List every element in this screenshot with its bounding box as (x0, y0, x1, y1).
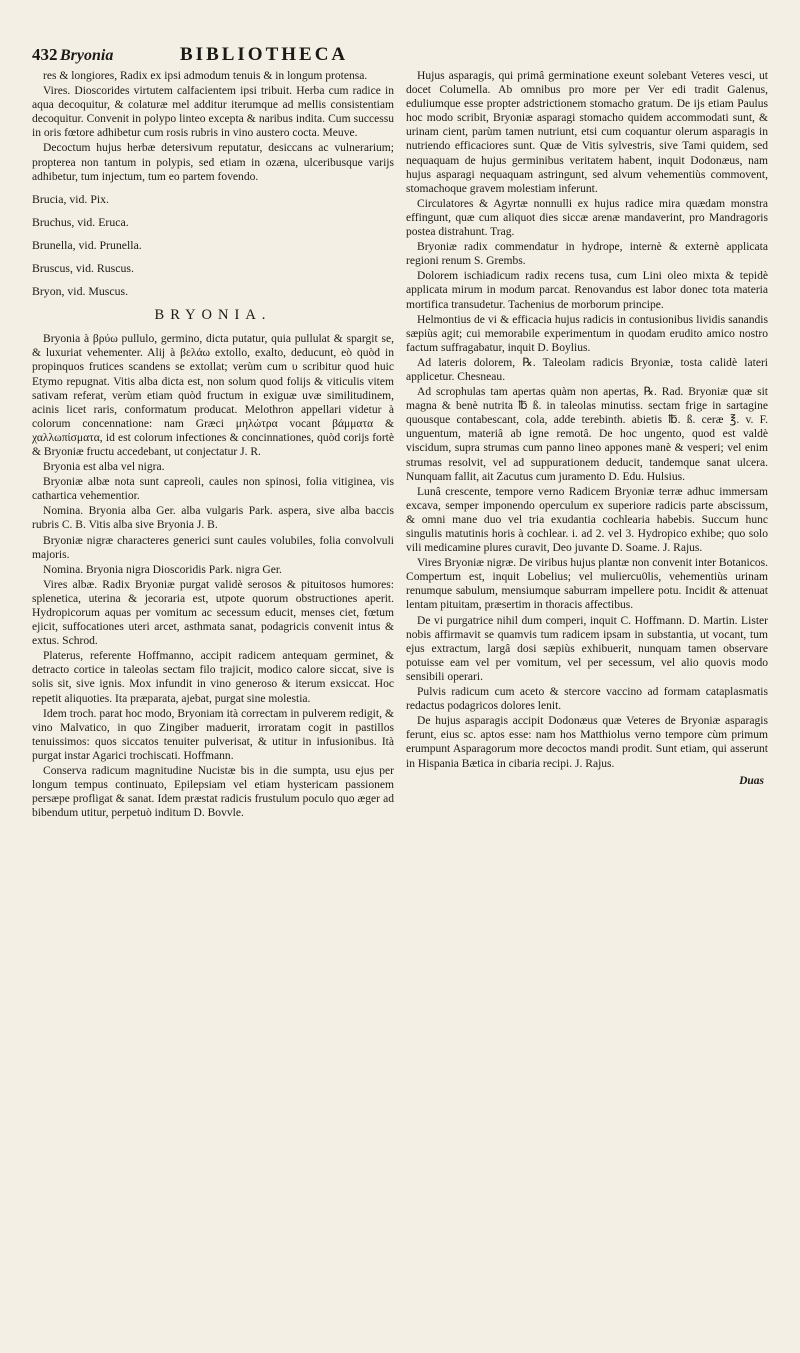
running-head: Bryonia (60, 47, 114, 64)
paragraph: Conserva radicum magnitudine Nucistæ bis in die sumpta, usu ejus per longum tempus continuato, Epilepsiam vel etiam hystericam passionem persæpe profligat & sanat. Idem præstat radicis frustulum poculo quo æger ad bibendum utitur, perpetuò inditum D. Bovvle. (32, 765, 394, 820)
paragraph: Decoctum hujus herbæ detersivum reputatur, desiccans ac vulnerarium; propterea non tantum in polypis, sed etiam in ozæna, ulceribusque varijs adhibetur, tum injectum, tum eo partem fovendo. (32, 142, 394, 183)
right-column (406, 69, 768, 821)
cross-reference: Brunella, vid. Prunella. (32, 237, 142, 252)
paragraph: Vires albæ. Radix Bryoniæ purgat validè serosos & pituitosos humores: splenetica, uterina & jecoraria est, utpote quorum obstructiones aperit. Hydropicorum aquas per vomitum ac secessum educit, menses ciet, fœtum ejicit, suffocationes uteri arcet, asthmata sanat, podagricis convenit intus & extus. Schrod. (32, 578, 394, 648)
left-column (32, 69, 394, 821)
text-columns (32, 69, 768, 821)
paragraph: Bryoniæ nigræ characteres generici sunt caules volubiles, folia convolvuli majoris. (32, 534, 394, 561)
paragraph: Dolorem ischiadicum radix recens tusa, cum Lini oleo mixta & tepidè applicata mirum in modum parcat. Renovandus est labor donec tota materia mortifica transudetur. Tachenius de morborum principe. (406, 270, 768, 311)
catchword: Duas (739, 774, 764, 787)
paragraph: Nomina. Bryonia alba Ger. alba vulgaris Park. aspera, sive alba baccis rubris C. B. Vitis alba sive Bryonia J. B. (32, 505, 394, 532)
paragraph: De hujus asparagis accipit Dodonæus quæ Veteres de Bryoniæ asparagis ferunt, eius sc. aptos esse: nam hos Matthiolus verno tempore cùm primum erumpunt Asparagorum more decoctos mandi prodit. Sunt etiam, qui asserunt in Hispania Bætica in cibaria recipi. J. Rajus. (406, 715, 768, 770)
paragraph: Bryoniæ radix commendatur in hydrope, internè & externè applicata regioni renum S. Grembs. (406, 241, 768, 268)
section-heading: BRYONIA. (154, 307, 272, 324)
paragraph: Lunâ crescente, tempore verno Radicem Bryoniæ terræ adhuc immersam excava, semper imponendo operculum ex superiore radicis parte abscissum, & omni mane duo vel tria exudantia cochlearia habebis. Succum hunc singulis matutinis horis à cochlear. i. ad 2. vel 3. Hydropico exhibe; quo solo vili medicamine plures curavit, Deo juvante D. Soame. J. Rajus. (406, 485, 768, 555)
paragraph: Hujus asparagis, qui primâ germinatione exeunt solebant Veteres vesci, ut docet Columella. Ab omnibus pro more per Ver edi tradit Galenus, eduliumque esse propter adstrictionem stomacho gratum. De ijs etiam Paulus hoc modo scribit, Bryoniæ asparagi stomacho quidem accommodati sunt, & urinam cient, parùm tamen nutriunt, etsi cum coquantur olerum asparagis in nutriendo efficaciores sunt. Quæ de Vitis sylvestris, sive Tami quidem, sed nequaquam de hujus germinibus veritatem habent, inquit Dodonæus, nam hujus asparagi nequaquam astringunt, sed alvum vehementiùs commovent, stomachoque gravem molestiam inferunt. (406, 70, 768, 195)
paragraph: Bryonia à βρύω pullulo, germino, dicta putatur, quia pullulat & spargit se, & luxuriat vehementer. Alij à βελάω extollo, exalto, deducunt, eò quòd in propinquos frutices scandens se extollat; verùm cum υ scribitur quod huic Etymo repugnat. Vitis alba dicta est, non solum quod folijs & viticulis vitem sativam referat, verùm etiam quòd fructum in exiguæ uvæ similitudinem, acinis licet raris, conformatum producat. Melothron appellari videtur à colorum concennatione: nam Græci μηλώτρα vocant βάμματα & χαλλωπίσματα, id est colorum infectiones & concinnationes, quòd corijs fortè & Bryoniæ fructu accedebant, ut conjectatur J. R. (32, 333, 394, 458)
cross-reference: Bruscus, vid. Ruscus. (32, 261, 134, 276)
paragraph: res & longiores, Radix ex ipsi admodum tenuis & in longum protensa. (43, 70, 368, 82)
paragraph: Circulatores & Agyrtæ nonnulli ex hujus radice mira quædam monstra effingunt, quæ cum aliquot dies siccæ arenæ mandaverint, pro Mandragoris postea distrahunt. Trag. (406, 197, 768, 239)
paragraph: Ad scrophulas tam apertas quàm non apertas, ℞. Rad. Bryoniæ quæ sit magna & benè nutrita ℔ ß. in taleolas minutiss. sectam frige in sartagine quousque contabescant, cola, adde terebinth. abietis ℔. ß. ceræ ℥. v. F. unguentum, materiâ ab igne remotâ. De hoc ungento, quod est valdè viscidum, supra strumas cum panno lineo appones manè & vesperi; vel enim strumas resolvit, vel ad suppurationem deducit, tandemque sanat ulcera. Nunquam fallit, ait Zacutus cum juramento D. Edu. Hulsius. (406, 386, 768, 483)
paragraph: Vires Bryoniæ nigræ. De viribus hujus plantæ non convenit inter Botanicos. Compertum est, inquit Lobelius; vel muliercu0lis, vehementiùs urinam renumque sabulum, mensiumque saburram impellere potu. Incidit & attenuat lentam pituitam, præsertim in thoracis affectibus. (406, 557, 768, 612)
paragraph: Bryonia est alba vel nigra. (43, 461, 165, 474)
cross-reference: Bruchus, vid. Eruca. (32, 214, 129, 229)
paragraph: Nomina. Bryonia nigra Dioscoridis Park. nigra Ger. (43, 563, 282, 576)
page-title: BIBLIOTHECA (180, 44, 349, 65)
cross-reference: Bryon, vid. Muscus. (32, 284, 129, 299)
paragraph: Platerus, referente Hoffmanno, accipit radicem antequam germinet, & detracto cortice in taleolas sectam filo trajicit, modico calore siccat, sive is solis sit, sive ignis. Mox infundit in vino generoso & iterum exsiccat. Hoc repetit aliquoties. Ita præparata, ajebat, purgat sine molestia. (32, 650, 394, 705)
cross-reference: Brucia, vid. Pix. (32, 191, 110, 206)
paragraph: Helmontius de vi & efficacia hujus radicis in contusionibus lividis sanandis sæpiùs agit; cui memorabile experimentum in quodam erudito amico nostro factum suffragabatur, inquit D. Boylius. (406, 313, 768, 354)
paragraph: Vires. Dioscorides virtutem calfacientem ipsi tribuit. Herba cum radice in aqua decoquitur, & colaturæ mel additur iterumque ad mellis consistentiam decoquitur. Convenit in polypo linteo excepta & naribus indita. Cum successu in oris fœtore adhibetur cum rosis rubris in vino austero cocta. Meuve. (32, 85, 394, 140)
paragraph: Ad lateris dolorem, ℞. Taleolam radicis Bryoniæ, tosta calidè lateri applicetur. Chesneau. (406, 356, 768, 383)
paragraph: Bryoniæ albæ nota sunt capreoli, caules non spinosi, folia vitiginea, vis cathartica vehementior. (32, 476, 394, 503)
page-header (32, 44, 768, 66)
paragraph: Idem troch. parat hoc modo, Bryoniam ità correctam in pulverem redigit, & vino Malvatico, in quo Zingiber maduerit, irroratam cogit in pastillos tenuissimos: quos siccatos tenuiter pulverisat, & utitur in infusionibus. Ità purgat instar Agarici trochiscati. Hoffmann. (32, 707, 394, 762)
paragraph: Pulvis radicum cum aceto & stercore vaccino ad formam cataplasmatis redactus podagricos dolores lenit. (406, 686, 768, 713)
paragraph: De vi purgatrice nihil dum comperi, inquit C. Hoffmann. D. Martin. Lister nobis affirmavit se quamvis tum radicem ipsam in substantia, ut vocant, tum ejus extractum, largâ dosi sæpiùs exhibuerit, nunquam tamen observare potuisse eam vel per vomitum, vel per secessum, vel alio quovis modo sensibili operari. (406, 614, 768, 683)
page-number: 432 (32, 45, 58, 64)
